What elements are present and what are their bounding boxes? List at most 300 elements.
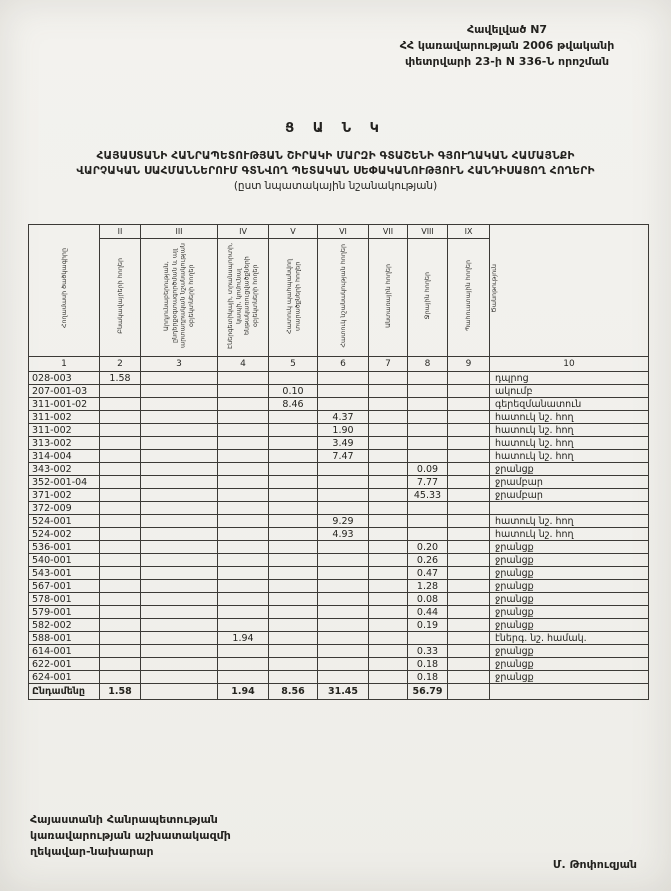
note-cell: ջրամբար xyxy=(490,476,649,489)
area-value-cell xyxy=(218,554,269,567)
area-value-cell xyxy=(218,528,269,541)
area-value-cell xyxy=(100,515,141,528)
area-value-cell xyxy=(369,476,408,489)
area-value-cell: 8.56 xyxy=(269,684,318,700)
area-value-cell xyxy=(448,398,490,411)
area-value-cell xyxy=(318,580,369,593)
area-value-cell xyxy=(448,619,490,632)
area-value-cell xyxy=(448,541,490,554)
note-cell: ջրանցք xyxy=(490,593,649,606)
note-cell: ջրանցք xyxy=(490,606,649,619)
parcel-code: 578-001 xyxy=(29,593,100,606)
area-value-cell xyxy=(269,541,318,554)
area-value-cell xyxy=(141,385,218,398)
area-value-cell xyxy=(100,476,141,489)
column-number-row xyxy=(29,357,649,372)
column-number: 1 xyxy=(29,357,100,372)
area-value-cell xyxy=(448,593,490,606)
parcel-code-header-label: Հողամասի ծածկագիրը xyxy=(59,248,68,329)
area-value-cell xyxy=(218,398,269,411)
parcel-code: 028-003 xyxy=(29,372,100,385)
note-cell: ջրամբար xyxy=(490,489,649,502)
area-value-cell: 1.58 xyxy=(100,684,141,700)
area-value-cell xyxy=(141,489,218,502)
area-value-cell xyxy=(269,528,318,541)
area-value-cell xyxy=(318,385,369,398)
signatory-line: Հայաստանի Հանրապետության xyxy=(30,813,218,826)
area-value-cell xyxy=(369,450,408,463)
note-cell: հատուկ նշ. հող xyxy=(490,528,649,541)
total-row xyxy=(29,684,649,700)
note-cell: հատուկ նշ. հող xyxy=(490,437,649,450)
area-value-cell: 0.26 xyxy=(408,554,448,567)
area-value-cell: 7.77 xyxy=(408,476,448,489)
parcel-code: 207-001-03 xyxy=(29,385,100,398)
area-value-cell xyxy=(141,619,218,632)
area-value-cell xyxy=(448,606,490,619)
area-value-cell xyxy=(100,463,141,476)
column-number: 4 xyxy=(218,357,269,372)
signatory-line: կառավարության աշխատակազմի xyxy=(30,829,231,842)
area-value-cell xyxy=(448,528,490,541)
area-value-cell xyxy=(408,515,448,528)
area-value-cell xyxy=(369,619,408,632)
parcel-code: 352-001-04 xyxy=(29,476,100,489)
table-row xyxy=(29,606,649,619)
area-value-cell xyxy=(141,424,218,437)
area-value-cell xyxy=(318,476,369,489)
area-value-cell xyxy=(218,372,269,385)
roman-numeral: IV xyxy=(218,225,269,239)
signatory-title-block xyxy=(30,812,231,860)
title-block xyxy=(0,121,671,192)
table-row xyxy=(29,372,649,385)
area-value-cell xyxy=(269,554,318,567)
column-number: 2 xyxy=(100,357,141,372)
area-value-cell xyxy=(218,645,269,658)
roman-numeral: III xyxy=(141,225,218,239)
area-value-cell xyxy=(318,593,369,606)
area-value-cell xyxy=(369,489,408,502)
area-value-cell: 56.79 xyxy=(408,684,448,700)
table-row xyxy=(29,476,649,489)
area-value-cell xyxy=(318,671,369,684)
area-value-cell xyxy=(369,398,408,411)
area-value-cell xyxy=(100,502,141,515)
area-value-cell xyxy=(448,580,490,593)
area-value-cell xyxy=(218,424,269,437)
column-number: 6 xyxy=(318,357,369,372)
parcel-code: 579-001 xyxy=(29,606,100,619)
area-value-cell xyxy=(448,450,490,463)
area-value-cell xyxy=(318,606,369,619)
column-header-note xyxy=(490,225,649,357)
column-header-special-purpose-lands: Հատուկ նշանակության հողեր xyxy=(318,239,369,357)
area-value-cell xyxy=(318,502,369,515)
area-value-cell xyxy=(448,463,490,476)
area-value-cell xyxy=(408,398,448,411)
area-value-cell: 4.37 xyxy=(318,411,369,424)
note-cell: ջրանցք xyxy=(490,671,649,684)
area-value-cell xyxy=(448,476,490,489)
area-value-cell xyxy=(408,437,448,450)
area-value-cell xyxy=(100,580,141,593)
table-row xyxy=(29,385,649,398)
area-value-cell: 7.47 xyxy=(318,450,369,463)
area-value-cell xyxy=(269,372,318,385)
area-value-cell xyxy=(141,463,218,476)
table-row xyxy=(29,567,649,580)
parcel-code: 622-001 xyxy=(29,658,100,671)
note-cell: ջրանցք xyxy=(490,567,649,580)
area-value-cell xyxy=(218,476,269,489)
area-value-cell: 0.10 xyxy=(269,385,318,398)
area-value-cell: 0.18 xyxy=(408,671,448,684)
area-value-cell xyxy=(269,437,318,450)
area-value-cell xyxy=(448,437,490,450)
area-value-cell xyxy=(448,684,490,700)
table-row xyxy=(29,671,649,684)
area-value-cell xyxy=(408,411,448,424)
area-value-cell xyxy=(218,567,269,580)
parcel-code: 543-001 xyxy=(29,567,100,580)
area-value-cell xyxy=(269,619,318,632)
table-row xyxy=(29,489,649,502)
area-value-cell xyxy=(218,580,269,593)
parcel-code: 371-002 xyxy=(29,489,100,502)
roman-numeral: IX xyxy=(448,225,490,239)
area-value-cell xyxy=(141,411,218,424)
area-value-cell: 0.44 xyxy=(408,606,448,619)
area-value-cell xyxy=(218,450,269,463)
area-value-cell xyxy=(448,502,490,515)
area-value-cell xyxy=(448,515,490,528)
table-body xyxy=(29,372,649,700)
area-value-cell xyxy=(218,593,269,606)
land-parcels-table xyxy=(28,224,649,700)
area-value-cell xyxy=(448,567,490,580)
area-value-cell xyxy=(141,541,218,554)
area-value-cell: 1.94 xyxy=(218,632,269,645)
parcel-code: 311-002 xyxy=(29,411,100,424)
area-value-cell xyxy=(369,580,408,593)
roman-numeral: VIII xyxy=(408,225,448,239)
area-value-cell xyxy=(269,645,318,658)
table-row xyxy=(29,502,649,515)
area-value-cell xyxy=(218,489,269,502)
table-row xyxy=(29,619,649,632)
area-value-cell xyxy=(100,606,141,619)
column-header-infrastructure-lands: Էներգետիկայի, տրանսպորտի, կապի, կոմունալ ենթակառուցվածքների օբյեկտների հողեր xyxy=(218,239,269,357)
parcel-code: 524-001 xyxy=(29,515,100,528)
column-header-industrial-lands: Արդյունաբերության, ընդերքօգտագործման և այլ արտադրական նշանակության օբյեկտների հողեր xyxy=(141,239,218,357)
parcel-code: 524-002 xyxy=(29,528,100,541)
area-value-cell xyxy=(318,619,369,632)
area-value-cell xyxy=(218,606,269,619)
table-row xyxy=(29,398,649,411)
table-row xyxy=(29,541,649,554)
area-value-cell xyxy=(369,528,408,541)
column-header-protected-lands: Հատուկ պահպանվող տարածքների հողեր xyxy=(269,239,318,357)
column-number: 8 xyxy=(408,357,448,372)
note-cell: հատուկ նշ. հող xyxy=(490,411,649,424)
area-value-cell xyxy=(218,671,269,684)
area-value-cell: 0.09 xyxy=(408,463,448,476)
parcel-code: 311-001-02 xyxy=(29,398,100,411)
note-cell: ջրանցք xyxy=(490,541,649,554)
area-value-cell xyxy=(448,554,490,567)
parcel-code: 614-001 xyxy=(29,645,100,658)
area-value-cell xyxy=(448,671,490,684)
area-value-cell xyxy=(269,593,318,606)
area-value-cell xyxy=(369,554,408,567)
area-value-cell xyxy=(141,398,218,411)
area-value-cell xyxy=(141,593,218,606)
area-value-cell xyxy=(448,411,490,424)
area-value-cell xyxy=(269,580,318,593)
area-value-cell xyxy=(218,463,269,476)
area-value-cell xyxy=(369,593,408,606)
parcel-code: 343-002 xyxy=(29,463,100,476)
area-value-cell: 45.33 xyxy=(408,489,448,502)
area-value-cell xyxy=(141,671,218,684)
note-cell: դպրոց xyxy=(490,372,649,385)
area-value-cell xyxy=(141,476,218,489)
area-value-cell xyxy=(369,632,408,645)
table-row xyxy=(29,463,649,476)
area-value-cell xyxy=(408,450,448,463)
area-value-cell xyxy=(408,372,448,385)
area-value-cell xyxy=(369,515,408,528)
note-cell xyxy=(490,502,649,515)
parcel-code: 536-001 xyxy=(29,541,100,554)
area-value-cell xyxy=(269,463,318,476)
note-cell: հատուկ նշ. հող xyxy=(490,515,649,528)
area-value-cell: 0.33 xyxy=(408,645,448,658)
area-value-cell xyxy=(369,567,408,580)
area-value-cell xyxy=(318,658,369,671)
parcel-code: 372-009 xyxy=(29,502,100,515)
area-value-cell xyxy=(100,528,141,541)
document-subtitle-1: ՀԱՅԱՍՏԱՆԻ ՀԱՆՐԱՊԵՏՈՒԹՅԱՆ ՇԻՐԱԿԻ ՄԱՐԶԻ ԳՏԱՇԵՆԻ ԳՅՈՒՂԱԿԱՆ ՀԱՄԱՅՆՔԻ xyxy=(96,150,575,162)
area-value-cell xyxy=(141,372,218,385)
area-value-cell xyxy=(269,671,318,684)
area-value-cell xyxy=(318,554,369,567)
appendix-line: Հավելված N7 xyxy=(466,23,548,36)
area-value-cell xyxy=(318,463,369,476)
area-value-cell xyxy=(100,411,141,424)
document-title: Ց Ա Ն Կ xyxy=(285,121,386,136)
note-header-label: Ծանոթություն xyxy=(490,264,498,313)
area-value-cell: 3.49 xyxy=(318,437,369,450)
area-value-cell xyxy=(100,424,141,437)
area-value-cell xyxy=(269,450,318,463)
area-value-cell: 1.90 xyxy=(318,424,369,437)
column-header-parcel-code xyxy=(29,225,100,357)
area-value-cell xyxy=(448,489,490,502)
column-number: 7 xyxy=(369,357,408,372)
table-row xyxy=(29,424,649,437)
table-row xyxy=(29,528,649,541)
area-value-cell xyxy=(318,632,369,645)
area-value-cell xyxy=(318,567,369,580)
area-value-cell xyxy=(318,372,369,385)
table-row xyxy=(29,580,649,593)
area-value-cell xyxy=(269,658,318,671)
area-value-cell xyxy=(369,385,408,398)
area-value-cell xyxy=(100,645,141,658)
note-cell: ջրանցք xyxy=(490,554,649,567)
area-value-cell xyxy=(448,424,490,437)
area-value-cell xyxy=(269,424,318,437)
signatory-line: ղեկավար-նախարար xyxy=(30,845,154,858)
note-cell: ջրանցք xyxy=(490,463,649,476)
note-cell xyxy=(490,684,649,700)
document-subtitle-2: ՎԱՐՉԱԿԱՆ ՍԱՀՄԱՆՆԵՐՈՒՄ ԳՏՆՎՈՂ ՊԵՏԱԿԱՆ ՍԵՓԱԿԱՆՈՒԹՅՈՒՆ ՀԱՆԴԻՍԱՑՈՂ ՀՈՂԵՐԻ xyxy=(76,165,595,177)
table-row xyxy=(29,450,649,463)
area-value-cell xyxy=(141,684,218,700)
area-value-cell xyxy=(369,437,408,450)
area-value-cell xyxy=(218,619,269,632)
area-value-cell xyxy=(141,632,218,645)
area-value-cell xyxy=(141,502,218,515)
area-value-cell xyxy=(218,385,269,398)
note-cell: էներգ. նշ. համակ. xyxy=(490,632,649,645)
appendix-line: ՀՀ կառավարության 2006 թվականի xyxy=(399,39,615,52)
document-subtitle-3: (ըստ նպատակային նշանակության) xyxy=(233,180,438,192)
area-value-cell xyxy=(218,515,269,528)
area-value-cell xyxy=(141,606,218,619)
area-value-cell xyxy=(218,502,269,515)
area-value-cell xyxy=(369,658,408,671)
area-value-cell xyxy=(100,450,141,463)
area-value-cell xyxy=(369,502,408,515)
note-cell: հատուկ նշ. հող xyxy=(490,424,649,437)
signature-name: Մ. Թոփուզյան xyxy=(552,858,637,871)
note-cell: ջրանցք xyxy=(490,580,649,593)
area-value-cell: 1.94 xyxy=(218,684,269,700)
parcel-code: 624-001 xyxy=(29,671,100,684)
area-value-cell xyxy=(100,567,141,580)
area-value-cell: 0.19 xyxy=(408,619,448,632)
area-value-cell: 0.47 xyxy=(408,567,448,580)
area-value-cell xyxy=(100,554,141,567)
area-value-cell: 8.46 xyxy=(269,398,318,411)
area-value-cell xyxy=(448,645,490,658)
area-value-cell xyxy=(269,502,318,515)
parcel-code: 313-002 xyxy=(29,437,100,450)
parcel-code: 314-004 xyxy=(29,450,100,463)
parcel-code: 582-002 xyxy=(29,619,100,632)
area-value-cell xyxy=(269,476,318,489)
area-value-cell xyxy=(218,658,269,671)
area-value-cell xyxy=(408,502,448,515)
table-row xyxy=(29,632,649,645)
roman-numeral: VII xyxy=(369,225,408,239)
note-cell: ակումբ xyxy=(490,385,649,398)
parcel-code: 540-001 xyxy=(29,554,100,567)
area-value-cell: 4.93 xyxy=(318,528,369,541)
area-value-cell xyxy=(318,541,369,554)
roman-numeral: II xyxy=(100,225,141,239)
area-value-cell xyxy=(408,424,448,437)
area-value-cell xyxy=(369,541,408,554)
column-number: 10 xyxy=(490,357,649,372)
table-row xyxy=(29,411,649,424)
note-cell: հատուկ նշ. հող xyxy=(490,450,649,463)
table-row xyxy=(29,645,649,658)
area-value-cell xyxy=(369,645,408,658)
area-value-cell xyxy=(269,567,318,580)
area-value-cell xyxy=(269,606,318,619)
note-cell: գերեզմանատուն xyxy=(490,398,649,411)
area-value-cell xyxy=(448,385,490,398)
parcel-code: 588-001 xyxy=(29,632,100,645)
area-value-cell xyxy=(141,567,218,580)
area-value-cell xyxy=(218,411,269,424)
note-cell: ջրանցք xyxy=(490,658,649,671)
area-value-cell xyxy=(100,489,141,502)
table-row xyxy=(29,658,649,671)
area-value-cell xyxy=(269,411,318,424)
note-cell: ջրանցք xyxy=(490,619,649,632)
area-value-cell: 31.45 xyxy=(318,684,369,700)
area-value-cell xyxy=(369,606,408,619)
area-value-cell xyxy=(100,632,141,645)
area-value-cell xyxy=(100,437,141,450)
area-value-cell xyxy=(269,515,318,528)
area-value-cell xyxy=(408,528,448,541)
parcel-code: 567-001 xyxy=(29,580,100,593)
table-row xyxy=(29,437,649,450)
area-value-cell xyxy=(141,580,218,593)
area-value-cell xyxy=(141,658,218,671)
table-row xyxy=(29,515,649,528)
area-value-cell xyxy=(448,658,490,671)
total-label: Ընդամենը xyxy=(29,684,100,700)
area-value-cell: 0.18 xyxy=(408,658,448,671)
area-value-cell xyxy=(318,398,369,411)
column-number: 9 xyxy=(448,357,490,372)
area-value-cell xyxy=(218,541,269,554)
area-value-cell xyxy=(448,632,490,645)
area-value-cell: 9.29 xyxy=(318,515,369,528)
table-row xyxy=(29,593,649,606)
area-value-cell: 0.08 xyxy=(408,593,448,606)
area-value-cell: 1.28 xyxy=(408,580,448,593)
area-value-cell xyxy=(269,632,318,645)
parcel-code: 311-002 xyxy=(29,424,100,437)
area-value-cell xyxy=(408,385,448,398)
area-value-cell xyxy=(100,671,141,684)
area-value-cell xyxy=(269,489,318,502)
area-value-cell xyxy=(100,658,141,671)
area-value-cell xyxy=(141,645,218,658)
area-value-cell xyxy=(141,437,218,450)
area-value-cell: 1.58 xyxy=(100,372,141,385)
column-number: 3 xyxy=(141,357,218,372)
area-value-cell xyxy=(448,372,490,385)
area-value-cell xyxy=(369,424,408,437)
area-value-cell xyxy=(100,398,141,411)
area-value-cell xyxy=(369,372,408,385)
column-header-reserve-lands: Պահուստային հողեր xyxy=(448,239,490,357)
area-value-cell xyxy=(141,528,218,541)
area-value-cell xyxy=(369,411,408,424)
area-value-cell: 0.20 xyxy=(408,541,448,554)
column-header-forest-lands: Անտառային հողեր xyxy=(369,239,408,357)
note-cell: ջրանցք xyxy=(490,645,649,658)
